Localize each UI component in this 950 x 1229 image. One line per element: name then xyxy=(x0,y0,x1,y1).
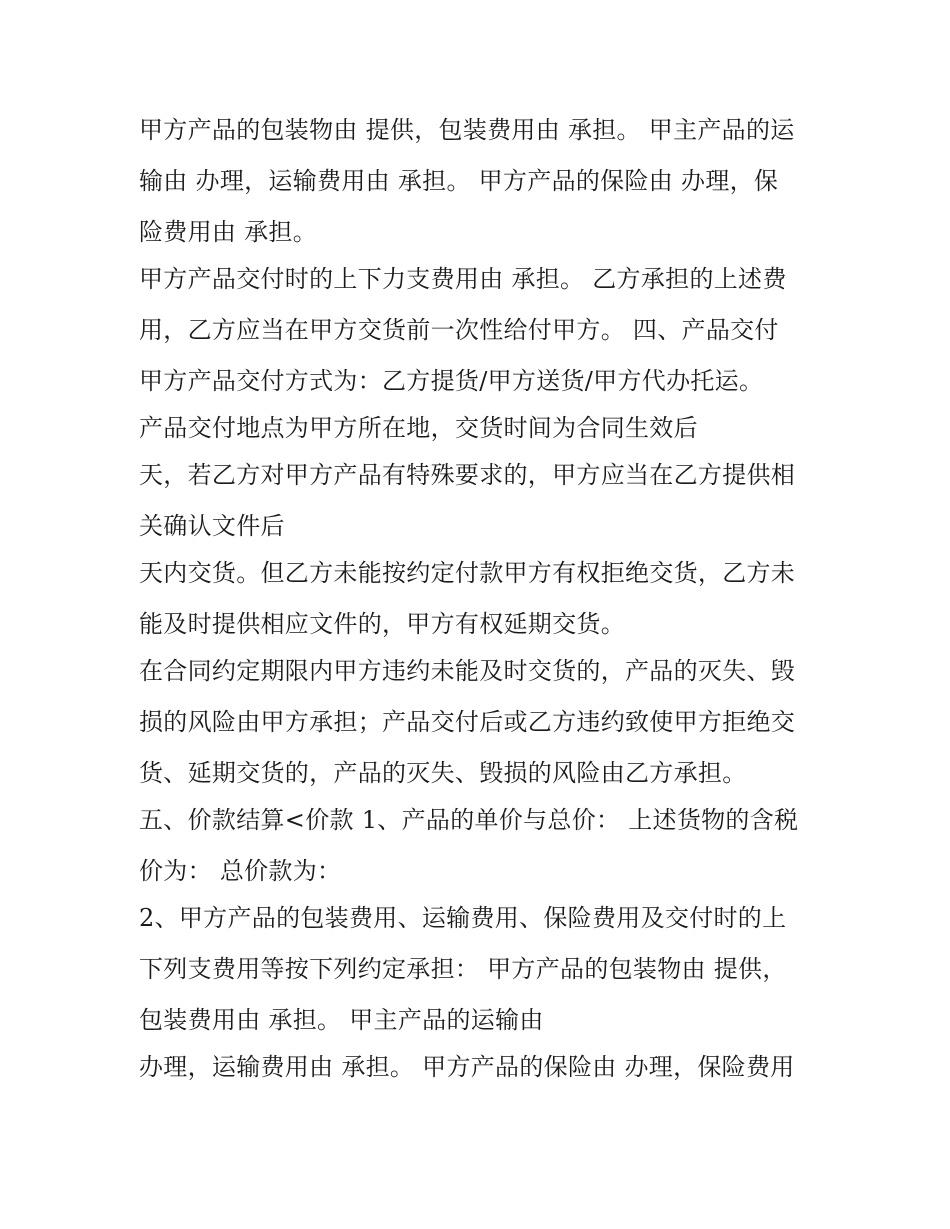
text-line: 五、价款结算<价款 1、产品的单价与总价： 上述货物的含税 xyxy=(139,806,799,834)
text-line: 险费用由 承担。 xyxy=(139,218,318,246)
text-line: 价为： 总价款为： xyxy=(139,857,342,885)
text-line: 输由 办理，运输费用由 承担。 甲方产品的保险由 办理，保 xyxy=(139,167,779,195)
document-body xyxy=(139,107,829,1095)
text-line: 产品交付地点为甲方所在地，交货时间为合同生效后 xyxy=(139,414,698,442)
text-line: 天，若乙方对甲方产品有特殊要求的，甲方应当在乙方提供相 xyxy=(139,461,796,489)
text-line: 甲方产品交付时的上下力支费用由 承担。 乙方承担的上述费 xyxy=(139,265,787,293)
text-line: 货、延期交货的，产品的灭失、毁损的风险由乙方承担。 xyxy=(139,759,747,787)
text-line: 在合同约定期限内甲方违约未能及时交货的，产品的灭失、毁 xyxy=(139,657,796,685)
text-line: 关确认文件后 xyxy=(139,512,285,540)
text-line: 甲方产品交付方式为：乙方提货/甲方送货/甲方代办托运。 xyxy=(139,367,764,395)
text-line: 包装费用由 承担。 甲主产品的运输由 xyxy=(139,1006,544,1034)
text-line: 损的风险由甲方承担；产品交付后或乙方违约致使甲方拒绝交 xyxy=(139,708,796,736)
text-line: 下列支费用等按下列约定承担： 甲方产品的包装物由 提供， xyxy=(139,955,787,983)
text-line: 用，乙方应当在甲方交货前一次性给付甲方。 四、产品交付 xyxy=(139,316,779,344)
text-line: 天内交货。但乙方未能按约定付款甲方有权拒绝交货，乙方未 xyxy=(139,559,796,587)
text-line: 能及时提供相应文件的，甲方有权延期交货。 xyxy=(139,610,625,638)
text-line: 办理，运输费用由 承担。 甲方产品的保险由 办理，保险费用 xyxy=(139,1053,795,1081)
text-line: 2、甲方产品的包装费用、运输费用、保险费用及交付时的上 xyxy=(139,904,787,932)
text-line: 甲方产品的包装物由 提供，包装费用由 承担。 甲主产品的运 xyxy=(139,116,795,144)
